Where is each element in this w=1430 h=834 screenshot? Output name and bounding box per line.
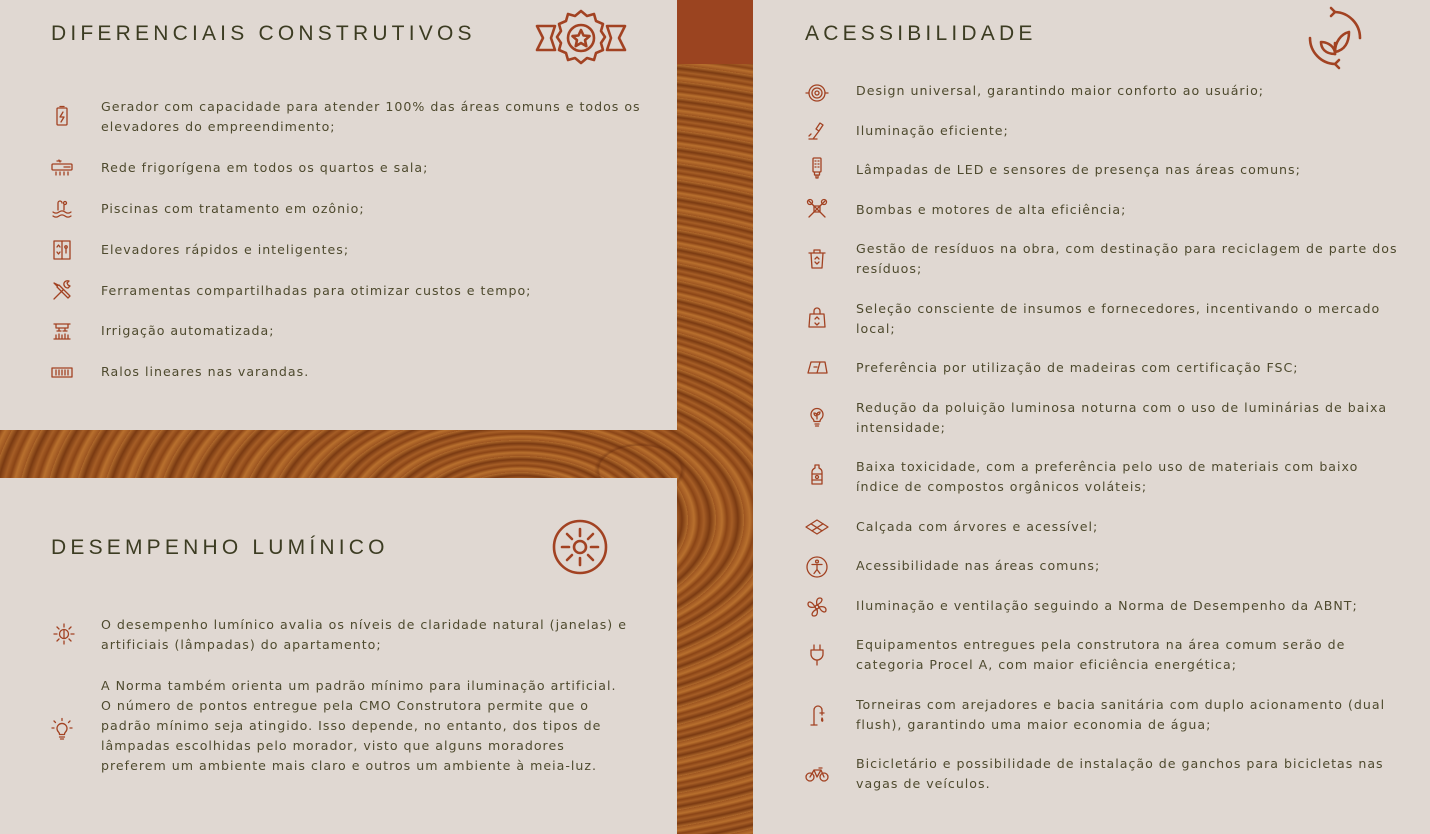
list-item: Bicicletário e possibilidade de instalação de ganchos para bicicletas nas vagas de veículos.: [856, 756, 1384, 791]
diferenciais-panel: [0, 0, 677, 430]
recycle-bin-icon: [803, 245, 831, 273]
accessibility-person-icon: [803, 553, 831, 581]
list-item: Seleção consciente de insumos e fornecedores, incentivando o mercado local;: [856, 301, 1381, 336]
diferenciais-title: DIFERENCIAIS CONSTRUTIVOS: [51, 22, 476, 45]
acessibilidade-panel: [753, 0, 1430, 834]
list-item: O desempenho lumínico avalia os níveis de claridade natural (janelas) e artificiais (lâmpadas) do apartamento;: [101, 617, 627, 652]
eco-bulb-icon: [803, 402, 831, 430]
eco-leaf-recycle-icon: [1305, 5, 1365, 71]
led-lamp-icon: [803, 154, 831, 182]
elevator-icon: [48, 236, 76, 264]
list-item: Gerador com capacidade para atender 100% das áreas comuns e todos os elevadores do empreendimento;: [101, 99, 641, 134]
list-item: Design universal, garantindo maior conforto ao usuário;: [856, 83, 1265, 98]
list-item: Iluminação eficiente;: [856, 123, 1009, 138]
battery-bolt-icon: [48, 102, 76, 130]
list-item: Acessibilidade nas áreas comuns;: [856, 558, 1101, 573]
bottle-icon: [803, 461, 831, 489]
sun-circle-icon: [551, 518, 609, 576]
air-conditioner-icon: [48, 154, 76, 182]
list-item: Calçada com árvores e acessível;: [856, 519, 1099, 534]
spotlight-icon: [803, 117, 831, 145]
sidewalk-icon: [803, 513, 831, 541]
luminico-title: DESEMPENHO LUMÍNICO: [51, 536, 389, 559]
list-item: Gestão de resíduos na obra, com destinação para reciclagem de parte dos resíduos;: [856, 241, 1398, 276]
target-icon: [803, 79, 831, 107]
faucet-icon: [803, 701, 831, 729]
light-bulb-icon: [48, 715, 76, 743]
bicycle-icon: [803, 760, 831, 788]
sprinkler-icon: [48, 317, 76, 345]
wood-top-strip: [677, 0, 753, 64]
list-item: Ralos lineares nas varandas.: [101, 364, 310, 379]
list-item: Bombas e motores de alta eficiência;: [856, 202, 1127, 217]
list-item: Baixa toxicidade, com a preferência pelo uso de materiais com baixo índice de compostos orgânicos voláteis;: [856, 459, 1359, 494]
list-item: Lâmpadas de LED e sensores de presença nas áreas comuns;: [856, 162, 1301, 177]
pool-icon: [48, 195, 76, 223]
list-item: Rede frigorígena em todos os quartos e sala;: [101, 160, 429, 175]
award-rosette-star-icon: [533, 8, 629, 70]
eco-bag-icon: [803, 304, 831, 332]
plug-icon: [803, 641, 831, 669]
tools-icon: [48, 277, 76, 305]
list-item: Preferência por utilização de madeiras com certificação FSC;: [856, 360, 1299, 375]
list-item: Irrigação automatizada;: [101, 323, 275, 338]
pump-icon: [803, 195, 831, 223]
fan-icon: [803, 593, 831, 621]
acessibilidade-title: ACESSIBILIDADE: [805, 22, 1037, 45]
list-item: Equipamentos entregues pela construtora na área comum serão de categoria Procel A, com maior eficiência energética;: [856, 637, 1346, 672]
sun-icon: [50, 620, 78, 648]
list-item: Ferramentas compartilhadas para otimizar custos e tempo;: [101, 283, 532, 298]
list-item: Elevadores rápidos e inteligentes;: [101, 242, 350, 257]
list-item: Piscinas com tratamento em ozônio;: [101, 201, 365, 216]
drain-grate-icon: [48, 358, 76, 386]
list-item: A Norma também orienta um padrão mínimo para iluminação artificial. O número de pontos entregue pela CMO Construtora permite que o padrão mínimo seja atingido. Isso depende, no entanto, dos tipos de lâmpadas escolhidas pelo morador, visto que alguns moradores preferem um ambiente mais claro e outros um ambiente à meia-luz.: [101, 678, 617, 773]
list-item: Torneiras com arejadores e bacia sanitária com duplo acionamento (dual flush), garantindo uma maior economia de água;: [856, 697, 1386, 732]
luminico-panel: [0, 478, 677, 834]
wood-plank-icon: [803, 353, 831, 381]
list-item: Redução da poluição luminosa noturna com o uso de luminárias de baixa intensidade;: [856, 400, 1388, 435]
list-item: Iluminação e ventilação seguindo a Norma de Desempenho da ABNT;: [856, 598, 1358, 613]
